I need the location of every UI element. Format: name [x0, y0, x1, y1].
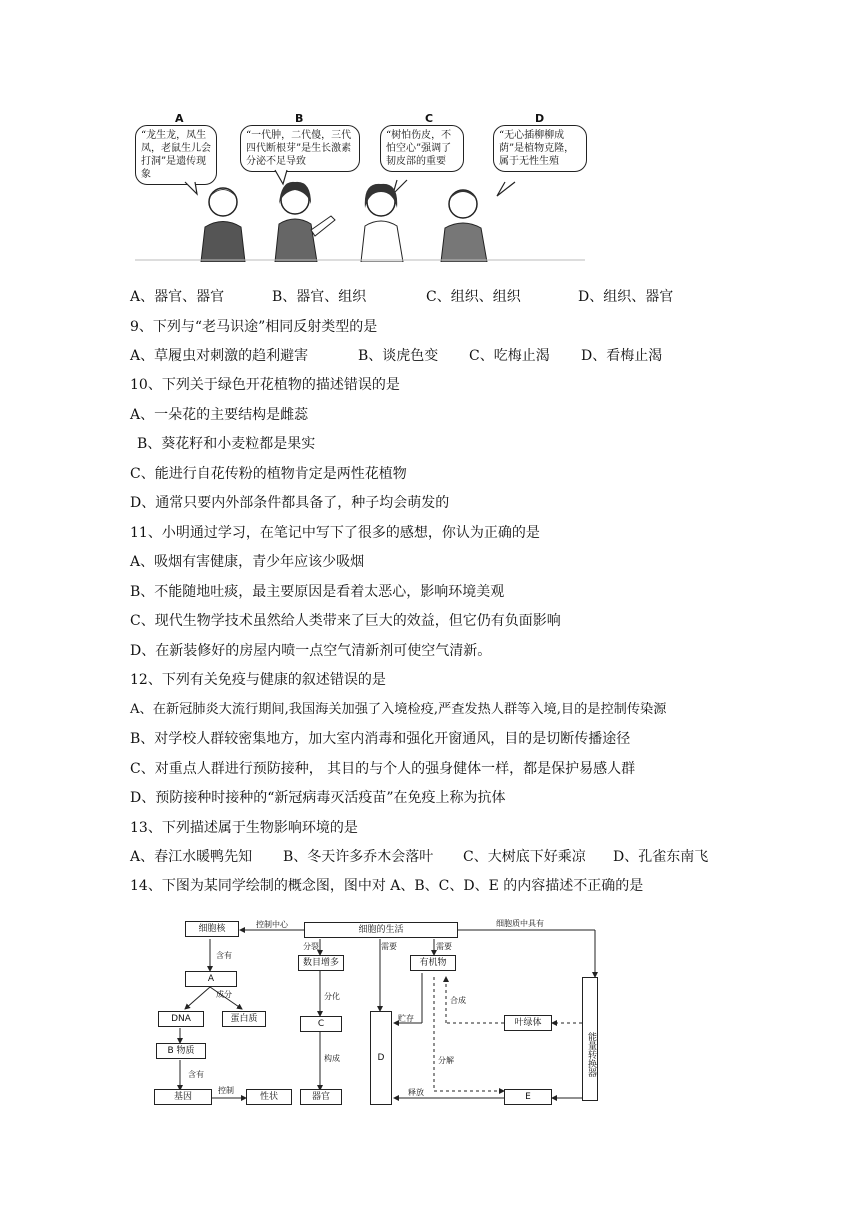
q10-option-c: C、能进行自花传粉的植物肯定是两性花植物: [130, 466, 407, 482]
label-component: 成分: [216, 990, 232, 999]
label-control: 控制: [218, 1086, 234, 1095]
speech-bubble-a: “龙生龙，凤生凤，老鼠生儿会打洞”是遗传现象: [135, 125, 217, 185]
cartoon-letter-a: A: [175, 112, 184, 125]
node-c: C: [300, 1016, 342, 1032]
q8-options: [130, 287, 673, 307]
q13-options: [130, 847, 708, 867]
q12-stem: 12、下列有关免疫与健康的叙述错误的是: [130, 672, 386, 688]
q9-option-a: A、草履虫对刺激的趋利避害: [130, 348, 309, 364]
q11-option-c: C、现代生物学技术虽然给人类带来了巨大的效益，但它仍有负面影响: [130, 613, 561, 629]
node-trait: 性状: [246, 1089, 292, 1105]
label-cytoplasm-has: 细胞质中具有: [496, 919, 544, 928]
node-increase: 数目增多: [298, 955, 344, 971]
q8-option-a: A、器官、器官: [130, 289, 225, 305]
speech-bubble-c: “树怕伤皮，不怕空心”强调了韧皮部的重要: [380, 125, 464, 172]
q12-option-b: B、对学校人群较密集地方，加大室内消毒和强化开窗通风，目的是切断传播途径: [130, 731, 631, 747]
node-a: A: [185, 971, 237, 987]
q13-option-c: C、大树底下好乘凉: [463, 849, 586, 865]
label-need-1: 需要: [381, 942, 397, 951]
cartoon-letter-b: B: [295, 112, 304, 125]
q12-option-a: A、在新冠肺炎大流行期间,我国海关加强了入境检疫,严查发热人群等入境,目的是控制传染源: [130, 702, 667, 717]
cartoon-figure: [135, 112, 585, 262]
node-d: D: [370, 1011, 392, 1105]
cartoon-letter-d: D: [535, 112, 545, 125]
person-a-figure: [201, 188, 245, 262]
node-chloroplast: 叶绿体: [504, 1015, 552, 1031]
person-b-figure: [275, 182, 335, 262]
concept-map: [167, 915, 620, 1105]
q13-option-d: D、孔雀东南飞: [613, 849, 709, 865]
label-decompose: 分解: [438, 1056, 454, 1065]
node-organ: 器官: [300, 1089, 342, 1105]
q9-option-c: C、吃梅止渴: [469, 348, 550, 364]
q8-option-b: B、器官、组织: [272, 289, 367, 305]
q13-option-b: B、冬天许多乔木会落叶: [283, 849, 434, 865]
speech-bubble-b: “一代肿，二代傻，三代四代断根芽”是生长激素分泌不足导致: [240, 125, 360, 172]
label-compose: 构成: [324, 1054, 340, 1063]
q12-option-d: D、预防接种时接种的“新冠病毒灭活疫苗”在免疫上称为抗体: [130, 790, 506, 806]
label-control-center: 控制中心: [256, 920, 288, 929]
label-need-2: 需要: [436, 942, 452, 951]
label-store: 贮存: [398, 1014, 414, 1023]
person-c-figure: [361, 184, 403, 262]
q9-option-d: D、看梅止渴: [581, 348, 663, 364]
q11-option-b: B、不能随地吐痰，最主要原因是看着太恶心，影响环境美观: [130, 584, 505, 600]
q11-stem: 11、小明通过学习，在笔记中写下了很多的感想，你认为正确的是: [130, 525, 540, 541]
q9-option-b: B、谈虎色变: [358, 348, 439, 364]
q9-stem: 9、下列与“老马识途”相同反射类型的是: [130, 319, 378, 335]
node-life: 细胞的生活: [304, 922, 458, 938]
node-organic: 有机物: [410, 955, 456, 971]
q13-stem: 13、下列描述属于生物影响环境的是: [130, 820, 358, 836]
node-protein: 蛋白质: [222, 1011, 266, 1027]
label-synthesize: 合成: [450, 996, 466, 1005]
node-converter: 能量转换器: [582, 977, 598, 1101]
label-contains-2: 含有: [188, 1070, 204, 1079]
q13-option-a: A、春江水暖鸭先知: [130, 849, 253, 865]
q10-option-a: A、一朵花的主要结构是雌蕊: [130, 407, 309, 423]
q12-option-c: C、对重点人群进行预防接种， 其目的与个人的强身健体一样，都是保护易感人群: [130, 761, 636, 777]
node-b: B 物质: [156, 1043, 206, 1059]
label-release: 释放: [408, 1088, 424, 1097]
speech-bubble-d: “无心插柳柳成荫”是植物克隆，属于无性生殖: [493, 125, 587, 172]
node-gene: 基因: [154, 1089, 212, 1105]
person-d-figure: [441, 190, 487, 262]
cartoon-people: [135, 112, 585, 262]
label-contains-1: 含有: [216, 951, 232, 960]
q11-option-a: A、吸烟有害健康，青少年应该少吸烟: [130, 554, 365, 570]
label-divide: 分裂: [303, 942, 319, 951]
node-dna: DNA: [158, 1011, 204, 1027]
cartoon-letter-c: C: [425, 112, 434, 125]
label-differentiate: 分化: [324, 992, 340, 1001]
q9-options: [130, 346, 662, 366]
q10-option-b: B、葵花籽和小麦粒都是果实: [137, 436, 316, 452]
q11-option-d: D、在新装修好的房屋内喷一点空气清新剂可使空气清新。: [130, 643, 492, 659]
node-nucleus: 细胞核: [185, 921, 239, 937]
q10-option-d: D、通常只要内外部条件都具备了，种子均会萌发的: [130, 495, 450, 511]
q8-option-c: C、组织、组织: [426, 289, 521, 305]
q14-stem: 14、下图为某同学绘制的概念图，图中对 A、B、C、D、E 的内容描述不正确的是: [130, 878, 644, 894]
node-e: E: [504, 1089, 552, 1105]
q8-option-d: D、组织、器官: [578, 289, 674, 305]
q10-stem: 10、下列关于绿色开花植物的描述错误的是: [130, 377, 400, 393]
